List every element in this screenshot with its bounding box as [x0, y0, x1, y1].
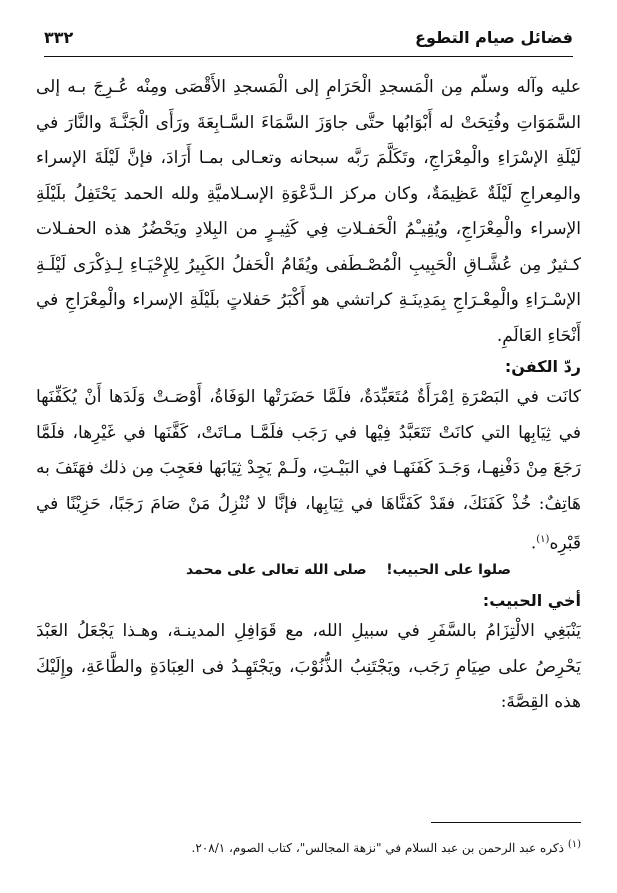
heading-radd-al-kafan: ردّ الكفن: — [504, 357, 581, 376]
salutation-line — [36, 562, 581, 588]
salutation-blessing: صلى الله تعالى على محمد — [186, 562, 367, 579]
running-header — [44, 28, 573, 52]
page-number: ٣٣٢ — [44, 28, 74, 47]
heading-akhi: أخي الحبيب: — [482, 591, 581, 611]
running-title: فضائل صيام التطوع — [415, 28, 573, 47]
footnote-marker: (١) — [567, 839, 581, 850]
footnote — [36, 836, 581, 857]
paragraph-advice: يَنْبَغِي الالْتِزَامُ بالسَّفَرِ في سبيلِ الله، مع قَوَافِلِ المدينـة، وهـذا يَجْعَلُ العَبْدَ يَحْرِصُ على صِيَامِ رَجَب، ويَجْتَنِبُ الذُّنُوْبَ، ويَجْتَهِـدُ فى العِبَادَةِ والطَّاعَةِ، وإِلَيْكَ هذه القِصَّةَ: — [36, 621, 581, 713]
footnote-rule — [431, 822, 581, 823]
paragraph-story: كانَت في البَصْرَةِ اِمْرَأَةٌ مُتَعَبِّدَةٌ، فلَمَّا حَضَرَتْها الوَفَاةُ، أَوْصَـتْ وَلَدَها أَنْ يُكَفِّنَها في ثِيَابِها التي كانَتْ تَتَعَبَّدُ فِيْها في رَجَب فلَمَّـا مـاتَتْ، كَفَّنَها في غَيْرِها، فلَمَّا رَجَعَ مِنْ دَفْنِهـا، وَجَـدَ كَفَنَهـا في البَيْـتِ، ولَـمْ يَجِدْ ثِيَابَها فعَجِبَ مِن ذلك فهَتَفَ به هَاتِفٌ: خُذْ كَفَنَكَ، فقَدْ كَفَنَّاهَا في ثِيَابِها، فإنَّا لا نُنْزِلُ مَنْ صَامَ رَجَبًا، حَزِيْنًا في قَبْرِه$^{(١)}$. — [36, 387, 581, 554]
footnote-ref: (١) — [536, 534, 550, 545]
paragraph-story-text: كانَت في البَصْرَةِ اِمْرَأَةٌ مُتَعَبِّدَةٌ، فلَمَّا حَضَرَتْها الوَفَاةُ، أَوْصَـتْ وَلَدَها أَنْ يُكَفِّنَها في ثِيَابِها التي كانَتْ تَتَعَبَّدُ فِيْها في رَجَب فلَمَّـا مـاتَتْ، كَفَّنَها في غَيْرِها، فلَمَّا رَجَعَ مِنْ دَفْنِهـا، وَجَـدَ كَفَنَهـا في البَيْـتِ، ولَـمْ يَجِدْ ثِيَابَها فعَجِبَ مِن ذلك فهَتَفَ به هَاتِفٌ: خُذْ كَفَنَكَ، فقَدْ كَفَنَّاهَا في ثِيَابِها، فإنَّا لا نُنْزِلُ مَنْ صَامَ رَجَبًا، حَزِيْنًا في قَبْرِه — [36, 387, 581, 554]
salutation-call: صلوا على الحبيب! — [386, 562, 511, 579]
footnote-text: ذكره عبد الرحمن بن عبد السلام في "نزهة المجالس"، كتاب الصوم، ٢٠٨/١. — [191, 841, 564, 855]
page-body — [36, 70, 581, 721]
header-rule — [44, 56, 573, 57]
paragraph-isra: عليه وآله وسلّم مِن الْمَسجدِ الْحَرَامِ إلى الْمَسجدِ الأَقْصَى ومِنْه عُـرِجَ بـه إلى السَّمَوَاتِ وفُتِحَتْ له أَبْوَابُها حتَّى جاوَزَ السَّمَاءَ السَّـابِعَةَ ورَأَى الْجَنَّـةَ والنَّارَ في لَيْلَةِ الإسْرَاءِ والْمِعْرَاجِ، وتَكَلَّمَ رَبَّه سبحانه وتعـالى بمـا أَرَادَ، فإنَّ لَيْلَةَ الإسراء والمِعراجِ لَيْلَةٌ عَظِيمَةٌ، وكان مركز الـدَّعْوَةِ الإسـلاميَّةِ ولله الحمد يَحْتَفِلُ بلَيْلَةِ الإسراء والْمِعْرَاجِ، ويُقِيـْمُ الْحَفـلاتِ فِي كَثِيـرٍ من البِلادِ ويَحْضُرُ هذه الحفـلات كـثيرٌ مِن عُشَّـاقِ الْحَبِيبِ الْمُصْـطَفى ويُقَامُ الْحَفلُ الكَبِيرُ لِلإِحْيَـاءِ لِـذِكْرَى لَيْلَـةِ الإسْـرَاءِ والْمِعْـرَاجِ بِمَدِينَـةِ كراتشي هو أَكْبَرُ حَفلاتٍ بلَيْلَةِ الإسراء والْمِعْرَاجِ في أَنْحَاءِ العَالَمِ. — [36, 77, 581, 346]
